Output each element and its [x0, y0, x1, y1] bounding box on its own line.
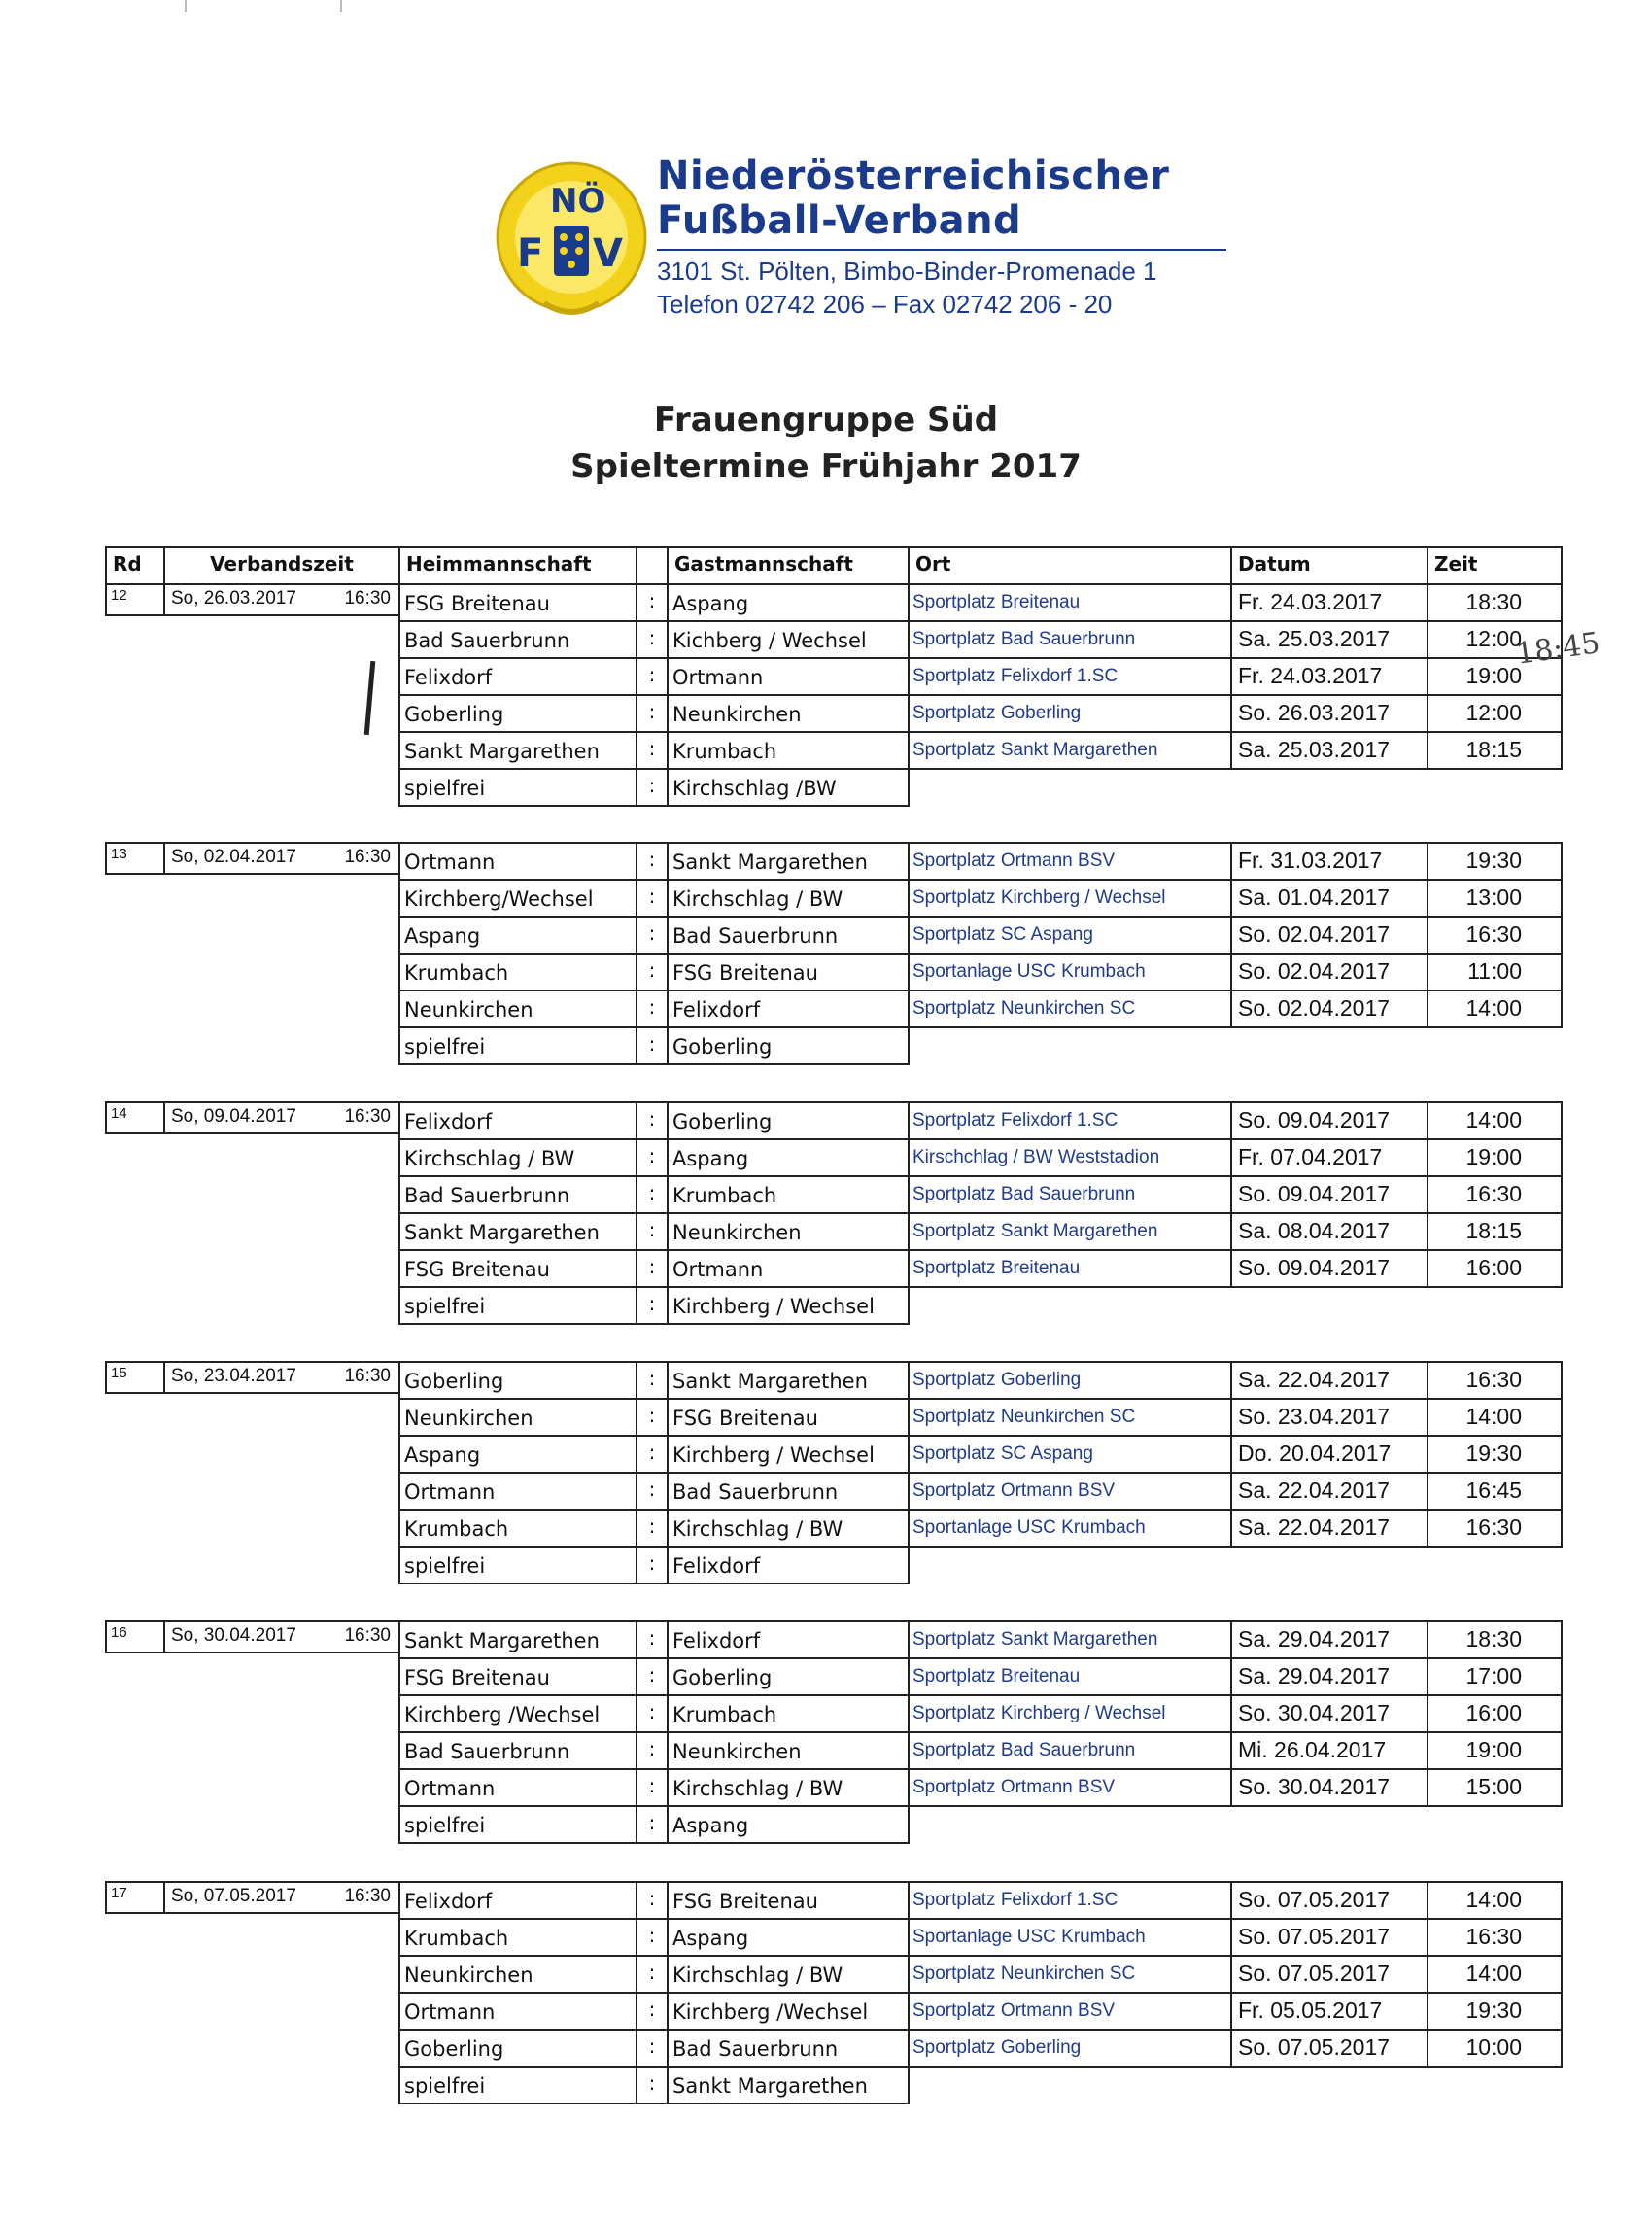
home-team: Felixdorf	[398, 657, 637, 696]
match-date: So. 07.05.2017	[1230, 2029, 1428, 2068]
away-team: Aspang	[667, 1918, 910, 1957]
spielfrei-label: spielfrei	[398, 1026, 637, 1065]
match-time: 14:00	[1427, 1955, 1563, 1994]
home-team: Krumbach	[398, 1509, 637, 1548]
colon-separator: :	[636, 1101, 669, 1140]
round-number: 16	[105, 1620, 165, 1653]
match-date: Sa. 25.03.2017	[1230, 620, 1428, 659]
away-team: Kirchschlag / BW	[667, 1955, 910, 1994]
home-team: Ortmann	[398, 842, 637, 881]
venue: Sportanlage USC Krumbach	[908, 953, 1232, 991]
away-team: Krumbach	[667, 1175, 910, 1214]
venue: Sportplatz Breitenau	[908, 583, 1232, 622]
colon-separator: :	[636, 1472, 669, 1511]
match-time: 19:30	[1427, 1992, 1563, 2031]
title-line2: Spieltermine Frühjahr 2017	[570, 447, 1082, 486]
org-header	[657, 154, 1279, 321]
match-date: Sa. 22.04.2017	[1230, 1509, 1428, 1548]
away-team: Ortmann	[667, 1249, 910, 1288]
away-team: FSG Breitenau	[667, 1881, 910, 1920]
home-team: Aspang	[398, 916, 637, 955]
handwritten-mark	[364, 661, 376, 735]
away-team: Bad Sauerbrunn	[667, 916, 910, 955]
home-team: Kirchschlag / BW	[398, 1138, 637, 1177]
venue: Sportplatz Kirchberg / Wechsel	[908, 1694, 1232, 1733]
home-team: FSG Breitenau	[398, 1249, 637, 1288]
colon-separator: :	[636, 1657, 669, 1696]
verbandszeit-date: So, 07.05.2017	[171, 1886, 296, 1906]
match-time: 16:45	[1427, 1472, 1563, 1511]
spielfrei-label: spielfrei	[398, 1286, 637, 1325]
match-time: 17:00	[1427, 1657, 1563, 1696]
round-number: 17	[105, 1881, 165, 1914]
venue: Sportplatz Ortmann BSV	[908, 1768, 1232, 1807]
round-number: 15	[105, 1361, 165, 1394]
away-team: Bad Sauerbrunn	[667, 2029, 910, 2068]
header-heimmannschaft: Heimmannschaft	[398, 546, 637, 585]
match-time: 19:00	[1427, 1731, 1563, 1770]
venue: Sportplatz Neunkirchen SC	[908, 1955, 1232, 1994]
spielfrei-label: spielfrei	[398, 1805, 637, 1844]
away-team: Aspang	[667, 583, 910, 622]
match-time: 18:30	[1427, 1620, 1563, 1659]
venue: Sportplatz Breitenau	[908, 1657, 1232, 1696]
home-team: Bad Sauerbrunn	[398, 620, 637, 659]
header-ort: Ort	[908, 546, 1232, 585]
scan-mark	[340, 0, 342, 12]
venue: Sportplatz Ortmann BSV	[908, 842, 1232, 881]
venue: Sportplatz Ortmann BSV	[908, 1472, 1232, 1511]
header-rule	[657, 249, 1226, 251]
spielfrei-team: Kirchberg / Wechsel	[667, 1286, 910, 1325]
match-date: Fr. 24.03.2017	[1230, 583, 1428, 622]
colon-separator: :	[636, 953, 669, 991]
venue: Kirschchlag / BW Weststadion	[908, 1138, 1232, 1177]
match-time: 18:15	[1427, 1212, 1563, 1251]
spielfrei-label: spielfrei	[398, 768, 637, 807]
away-team: Krumbach	[667, 731, 910, 770]
away-team: FSG Breitenau	[667, 953, 910, 991]
match-date: Sa. 29.04.2017	[1230, 1657, 1428, 1696]
home-team: Ortmann	[398, 1992, 637, 2031]
verbandszeit-time: 16:30	[344, 1366, 391, 1386]
match-time: 16:00	[1427, 1694, 1563, 1733]
verbandszeit-time: 16:30	[344, 588, 391, 609]
match-date: So. 30.04.2017	[1230, 1694, 1428, 1733]
venue: Sportplatz Goberling	[908, 2029, 1232, 2068]
venue: Sportplatz Ortmann BSV	[908, 1992, 1232, 2031]
match-date: Do. 20.04.2017	[1230, 1435, 1428, 1474]
colon-separator: :	[636, 1731, 669, 1770]
header-zeit: Zeit	[1427, 546, 1563, 585]
venue: Sportanlage USC Krumbach	[908, 1918, 1232, 1957]
away-team: Felixdorf	[667, 990, 910, 1028]
match-date: Fr. 31.03.2017	[1230, 842, 1428, 881]
match-time: 14:00	[1427, 1881, 1563, 1920]
match-date: Fr. 07.04.2017	[1230, 1138, 1428, 1177]
venue: Sportplatz SC Aspang	[908, 1435, 1232, 1474]
match-time: 15:00	[1427, 1768, 1563, 1807]
home-team: Kirchberg /Wechsel	[398, 1694, 637, 1733]
colon-separator: :	[636, 879, 669, 918]
match-time: 16:30	[1427, 1175, 1563, 1214]
match-date: Sa. 22.04.2017	[1230, 1472, 1428, 1511]
colon-separator: :	[636, 1249, 669, 1288]
home-team: FSG Breitenau	[398, 583, 637, 622]
venue: Sportplatz Felixdorf 1.SC	[908, 1881, 1232, 1920]
venue: Sportplatz Neunkirchen SC	[908, 990, 1232, 1028]
match-date: So. 07.05.2017	[1230, 1918, 1428, 1957]
verbandszeit-time: 16:30	[344, 847, 391, 867]
colon-separator: :	[636, 2029, 669, 2068]
away-team: Neunkirchen	[667, 694, 910, 733]
match-date: So. 07.05.2017	[1230, 1955, 1428, 1994]
header-gastmannschaft: Gastmannschaft	[667, 546, 910, 585]
handwritten-note: 18:45	[1513, 626, 1602, 672]
match-date: Fr. 24.03.2017	[1230, 657, 1428, 696]
venue: Sportanlage USC Krumbach	[908, 1509, 1232, 1548]
match-date: Sa. 29.04.2017	[1230, 1620, 1428, 1659]
spielfrei-team: Sankt Margarethen	[667, 2066, 910, 2104]
home-team: Neunkirchen	[398, 1955, 637, 1994]
venue: Sportplatz Breitenau	[908, 1249, 1232, 1288]
home-team: Sankt Margarethen	[398, 1212, 637, 1251]
match-time: 16:00	[1427, 1249, 1563, 1288]
colon-separator: :	[636, 1768, 669, 1807]
colon-separator: :	[636, 1546, 669, 1584]
match-date: Sa. 08.04.2017	[1230, 1212, 1428, 1251]
header-verbandszeit: Verbandszeit	[163, 546, 400, 585]
verbandszeit-time: 16:30	[344, 1886, 391, 1906]
home-team: Kirchberg/Wechsel	[398, 879, 637, 918]
match-date: So. 26.03.2017	[1230, 694, 1428, 733]
home-team: Sankt Margarethen	[398, 1620, 637, 1659]
match-date: So. 02.04.2017	[1230, 916, 1428, 955]
away-team: Krumbach	[667, 1694, 910, 1733]
org-name-line2: Fußball-Verband	[657, 198, 1022, 243]
colon-separator: :	[636, 1398, 669, 1437]
verbandszeit-date: So, 02.04.2017	[171, 847, 296, 867]
venue: Sportplatz Goberling	[908, 1361, 1232, 1400]
colon-separator: :	[636, 583, 669, 622]
away-team: Kirchschlag / BW	[667, 1509, 910, 1548]
away-team: Goberling	[667, 1657, 910, 1696]
home-team: Sankt Margarethen	[398, 731, 637, 770]
away-team: FSG Breitenau	[667, 1398, 910, 1437]
match-time: 12:00	[1427, 694, 1563, 733]
venue: Sportplatz Felixdorf 1.SC	[908, 657, 1232, 696]
colon-separator: :	[636, 842, 669, 881]
match-time: 19:30	[1427, 1435, 1563, 1474]
header-datum: Datum	[1230, 546, 1428, 585]
colon-separator: :	[636, 1286, 669, 1325]
venue: Sportplatz Felixdorf 1.SC	[908, 1101, 1232, 1140]
svg-text:F: F	[517, 231, 544, 276]
away-team: Neunkirchen	[667, 1731, 910, 1770]
colon-separator: :	[636, 694, 669, 733]
colon-separator: :	[636, 916, 669, 955]
svg-text:V: V	[593, 231, 623, 276]
match-date: So. 09.04.2017	[1230, 1249, 1428, 1288]
venue: Sportplatz Bad Sauerbrunn	[908, 1175, 1232, 1214]
match-time: 10:00	[1427, 2029, 1563, 2068]
match-date: Sa. 22.04.2017	[1230, 1361, 1428, 1400]
colon-separator: :	[636, 1881, 669, 1920]
match-date: Sa. 01.04.2017	[1230, 879, 1428, 918]
colon-separator: :	[636, 657, 669, 696]
home-team: Felixdorf	[398, 1101, 637, 1140]
match-time: 19:00	[1427, 657, 1563, 696]
verbandszeit	[163, 1101, 400, 1134]
verbandszeit	[163, 583, 400, 616]
verbandszeit-date: So, 23.04.2017	[171, 1366, 296, 1386]
org-name-line1: Niederösterreichischer	[657, 154, 1170, 198]
colon-separator: :	[636, 1361, 669, 1400]
venue: Sportplatz Sankt Margarethen	[908, 1212, 1232, 1251]
home-team: Bad Sauerbrunn	[398, 1175, 637, 1214]
home-team: Bad Sauerbrunn	[398, 1731, 637, 1770]
match-time: 18:30	[1427, 583, 1563, 622]
colon-separator: :	[636, 2066, 669, 2104]
svg-text:NÖ: NÖ	[550, 182, 606, 221]
match-date: So. 07.05.2017	[1230, 1881, 1428, 1920]
venue: Sportplatz SC Aspang	[908, 916, 1232, 955]
spielfrei-label: spielfrei	[398, 1546, 637, 1584]
noefv-logo	[486, 157, 661, 323]
org-phone: Telefon 02742 206 – Fax 02742 206 - 20	[657, 290, 1113, 319]
away-team: Kirchschlag / BW	[667, 879, 910, 918]
colon-separator: :	[636, 1992, 669, 2031]
colon-separator: :	[636, 1694, 669, 1733]
match-time: 16:30	[1427, 1918, 1563, 1957]
round-number: 12	[105, 583, 165, 616]
home-team: Goberling	[398, 2029, 637, 2068]
home-team: FSG Breitenau	[398, 1657, 637, 1696]
match-time: 11:00	[1427, 953, 1563, 991]
colon-separator: :	[636, 1955, 669, 1994]
venue: Sportplatz Goberling	[908, 694, 1232, 733]
match-time: 19:00	[1427, 1138, 1563, 1177]
away-team: Sankt Margarethen	[667, 1361, 910, 1400]
venue: Sportplatz Neunkirchen SC	[908, 1398, 1232, 1437]
colon-separator: :	[636, 620, 669, 659]
colon-separator: :	[636, 1918, 669, 1957]
match-date: So. 09.04.2017	[1230, 1175, 1428, 1214]
scan-mark	[185, 0, 187, 12]
page-title	[0, 397, 1652, 490]
header-rd: Rd	[105, 546, 165, 585]
away-team: Kichberg / Wechsel	[667, 620, 910, 659]
match-time: 19:30	[1427, 842, 1563, 881]
header-colon	[636, 546, 669, 585]
round-number: 13	[105, 842, 165, 875]
match-time: 16:30	[1427, 1361, 1563, 1400]
away-team: Neunkirchen	[667, 1212, 910, 1251]
colon-separator: :	[636, 1620, 669, 1659]
match-time: 18:15	[1427, 731, 1563, 770]
verbandszeit-time: 16:30	[344, 1625, 391, 1646]
away-team: Kirchschlag / BW	[667, 1768, 910, 1807]
match-time: 14:00	[1427, 990, 1563, 1028]
away-team: Goberling	[667, 1101, 910, 1140]
home-team: Ortmann	[398, 1472, 637, 1511]
match-time: 14:00	[1427, 1101, 1563, 1140]
away-team: Kirchberg /Wechsel	[667, 1992, 910, 2031]
away-team: Felixdorf	[667, 1620, 910, 1659]
match-time: 16:30	[1427, 1509, 1563, 1548]
home-team: Goberling	[398, 694, 637, 733]
home-team: Krumbach	[398, 1918, 637, 1957]
verbandszeit	[163, 1620, 400, 1653]
spielfrei-team: Aspang	[667, 1805, 910, 1844]
home-team: Krumbach	[398, 953, 637, 991]
verbandszeit	[163, 842, 400, 875]
colon-separator: :	[636, 1212, 669, 1251]
colon-separator: :	[636, 768, 669, 807]
match-date: So. 09.04.2017	[1230, 1101, 1428, 1140]
spielfrei-label: spielfrei	[398, 2066, 637, 2104]
match-time: 14:00	[1427, 1398, 1563, 1437]
venue: Sportplatz Sankt Margarethen	[908, 1620, 1232, 1659]
verbandszeit	[163, 1881, 400, 1914]
away-team: Bad Sauerbrunn	[667, 1472, 910, 1511]
home-team: Neunkirchen	[398, 1398, 637, 1437]
title-line1: Frauengruppe Süd	[653, 400, 999, 439]
colon-separator: :	[636, 1026, 669, 1065]
home-team: Neunkirchen	[398, 990, 637, 1028]
verbandszeit-date: So, 26.03.2017	[171, 588, 296, 609]
colon-separator: :	[636, 1175, 669, 1214]
match-date: Sa. 25.03.2017	[1230, 731, 1428, 770]
venue: Sportplatz Bad Sauerbrunn	[908, 620, 1232, 659]
verbandszeit-date: So, 09.04.2017	[171, 1106, 296, 1127]
home-team: Felixdorf	[398, 1881, 637, 1920]
away-team: Sankt Margarethen	[667, 842, 910, 881]
round-number: 14	[105, 1101, 165, 1134]
colon-separator: :	[636, 731, 669, 770]
colon-separator: :	[636, 1509, 669, 1548]
away-team: Aspang	[667, 1138, 910, 1177]
match-date: Fr. 05.05.2017	[1230, 1992, 1428, 2031]
match-time: 13:00	[1427, 879, 1563, 918]
away-team: Kirchberg / Wechsel	[667, 1435, 910, 1474]
match-date: So. 23.04.2017	[1230, 1398, 1428, 1437]
venue: Sportplatz Kirchberg / Wechsel	[908, 879, 1232, 918]
match-time: 12:00	[1427, 620, 1563, 659]
venue: Sportplatz Sankt Margarethen	[908, 731, 1232, 770]
spielfrei-team: Felixdorf	[667, 1546, 910, 1584]
match-date: Mi. 26.04.2017	[1230, 1731, 1428, 1770]
org-address: 3101 St. Pölten, Bimbo-Binder-Promenade 1	[657, 257, 1157, 286]
colon-separator: :	[636, 1435, 669, 1474]
colon-separator: :	[636, 1138, 669, 1177]
match-time: 16:30	[1427, 916, 1563, 955]
match-date: So. 30.04.2017	[1230, 1768, 1428, 1807]
home-team: Aspang	[398, 1435, 637, 1474]
away-team: Ortmann	[667, 657, 910, 696]
verbandszeit-time: 16:30	[344, 1106, 391, 1127]
colon-separator: :	[636, 1805, 669, 1844]
match-date: So. 02.04.2017	[1230, 990, 1428, 1028]
match-date: So. 02.04.2017	[1230, 953, 1428, 991]
home-team: Ortmann	[398, 1768, 637, 1807]
colon-separator: :	[636, 990, 669, 1028]
home-team: Goberling	[398, 1361, 637, 1400]
venue: Sportplatz Bad Sauerbrunn	[908, 1731, 1232, 1770]
verbandszeit	[163, 1361, 400, 1394]
spielfrei-team: Goberling	[667, 1026, 910, 1065]
spielfrei-team: Kirchschlag /BW	[667, 768, 910, 807]
verbandszeit-date: So, 30.04.2017	[171, 1625, 296, 1646]
